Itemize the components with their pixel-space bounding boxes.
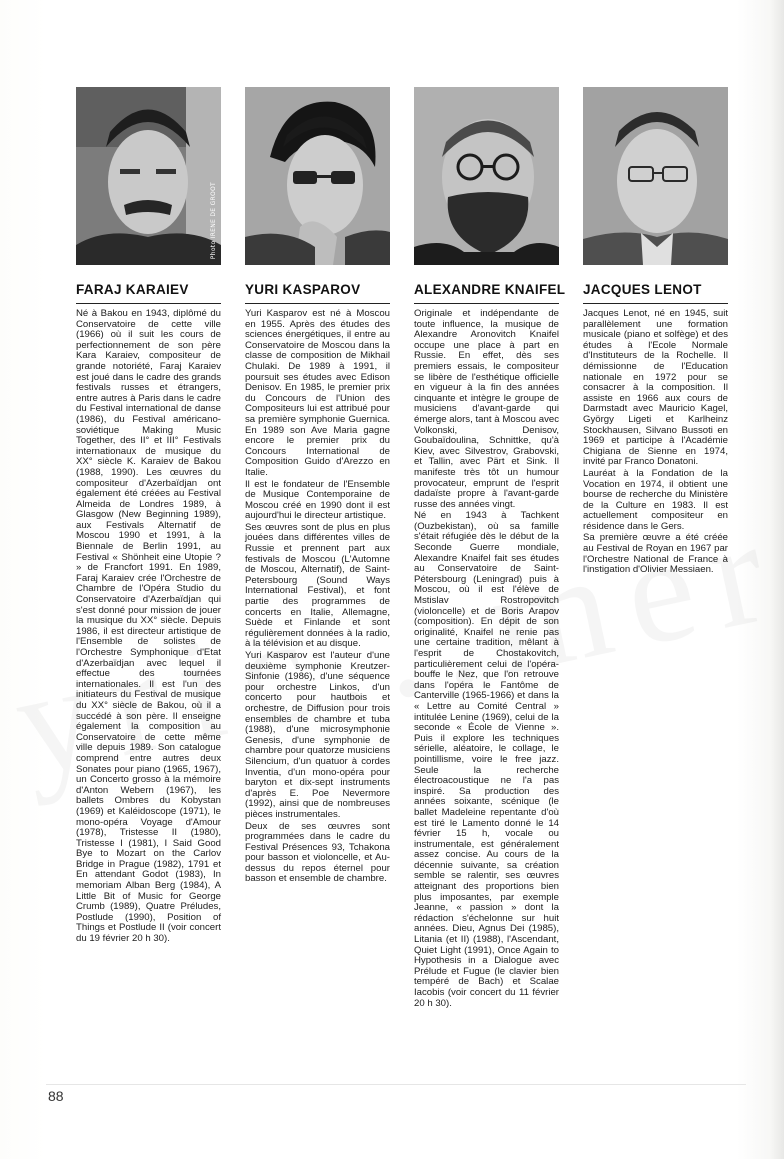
bio-paragraph: Jacques Lenot, né en 1945, suit parallèlement une formation musicale (piano et solfège) et des études à l'Ecole Normale d'Instituteurs de la Rochelle. Il démissionne de l'Education nationale en 1972 pour se consacrer à la composition. Il assiste en 1966 aux cours de Darmstadt avec Mauricio Kagel, György Ligeti et Karlheinz Stockhausen, Silvano Bussoti en 1969 et participe à l'Académie Chigiana de Sienne en 1974, invité par Franco Donatoni. (583, 308, 728, 468)
heading-rule (245, 303, 390, 304)
portrait-lenot (583, 87, 728, 265)
composer-column-kasparov (245, 87, 390, 885)
bio-paragraph: Ses œuvres sont de plus en plus jouées dans différentes villes de Russie et prennent part aux festivals de Moscou (L'Automne de Moscou, Alternatif), de Saint-Petersbourg (Sound Ways International Festival), et font partie des programmes de concerts en Italie, Allemagne, Suède et Finlande et sont régulièrement données à la radio, à la télévision et au disque. (245, 521, 390, 650)
composer-photo-knaifel (414, 87, 559, 265)
portrait-karaiev (76, 87, 221, 265)
bio-paragraph: Lauréat à la Fondation de la Vocation en 1974, il obtient une bourse de recherche du Ministère de la Culture en 1983. Il est actuellement compositeur en résidence dans le Gers. (583, 467, 728, 532)
bio-paragraph: Né en 1943 à Tachkent (Ouzbekistan), où sa famille s'était réfugiée dès le début de la Seconde Guerre mondiale, Alexandre Knaifel fait ses études au Conservatoire de Saint-Pétersbourg (Leningrad) puis à Moscou, où il est l'élève de Mstislav Rostropovitch (violoncelle) et de Boris Arapov (composition). En dépit de son originalité, Knaifel ne renie pas une certaine tradition, mêlant à l'esprit de Chostakovitch, particulièrement celui de l'opéra-bouffe le Nez, que l'on retrouve dans l'opéra le Fantôme de Canterville (1965-1966) et dans la « Lettre au Comité Central » intitulée Lenine (1969), celui de la seconde « École de Vienne ». Puis il explore les techniques sérielle, aléatoire, le collage, le pointillisme, voire le free jazz. Seule la recherche électroacoustique ne l'a pas inspiré. Sa production des années soixante, scénique (le ballet Madeleine repentante d'où est tiré le Lamento donné le 14 février 15 h, vocale ou instrumentale, est généralement assez concise. Au cours de la décennie suivante, sa création semble se ralentir, ses œuvres atteignant des proportions bien plus imposantes, par exemple Jeanne, « passion » dont la rédaction s'échelonne sur huit années. Dieu, Agnus Dei (1985), Litania (et II) (1988), l'Ascendant, Quiet Light (1991), Once Again to Hypothesis in a Dialogue avec Prélude et Fugue (le clavier bien tempéré de Bach) et Scalae Iacobis (voir concert du 11 février 20 h 30). (414, 510, 559, 1009)
bio-paragraph: Yuri Kasparov est né à Moscou en 1955. Après des études des sciences énergétiques, il entre au Conservatoire de Moscou dans la classe de composition de Mikhail Chulaki. De 1989 à 1991, il poursuit ses études avec Edison Denisov. En 1985, le premier prix du Concours de l'Union des Compositeurs lui est attribué pour sa première symphonie Guernica. En 1989 son Ave Maria gagne encore le premier prix du Concours International de Composition Guido d'Arezzo en Italie. (245, 308, 390, 478)
composer-biography (76, 309, 221, 945)
heading-rule (583, 303, 728, 304)
composer-photo-kasparov (245, 87, 390, 265)
portrait-kasparov (245, 87, 390, 265)
bio-paragraph: Né à Bakou en 1943, diplômé du Conservatoire de cette ville (1966) où il suit les cours de perfectionnement de son père Kara Karaiev, compositeur de grande notoriété, Faraj Karaiev est joué dans le cadre des grands festivals russes et étrangers, entre autres à Paris dans le cadre du Festival international de danse (1986), du Festival américano-soviétique Making Music Together, des II° et III° Festivals internationaux de musique du XX° siècle K. Karaiev de Bakou (1988, 1990). Les œuvres du compositeur d'Azerbaïdjan ont également été créées au Festival Almeida de Londres 1989, à Glasgow (New Beginning 1989), aux Festivals Alternatif de Moscou 1990 et 1991, à la Biennale de Berlin 1991, au Festival « Shönheit eine Utopie ? » de Francfort 1991. En 1989, Faraj Karaiev crée l'Orchestre de Chambre de l'Opéra Studio du Conservatoire d'Azerbaïdjan qui s'est donné pour mission de jouer la musique du XX° siècle. Depuis 1986, il est directeur artistique de l'Ensemble de solistes de l'Orchestre Symphonique d'Etat d'Azerbaïdjan avec lequel il effectue des tournées internationales. Il est l'un des initiateurs du Festival de musique du XX° siècle de Bakou, où il a succédé à son père. Il enseigne également la composition au Conservatoire de cette même ville depuis 1989. Son catalogue comprend entre autres deux Sonates pour piano (1965, 1967), un Concerto grosso à la mémoire d'Anton Webern (1967), les ballets Ombres du Kobystan (1969) et Kaléidoscope (1971), le mono-opéra Voyage d'Amour (1978), Tristesse II (1980), Tristesse I (1981), I Said Good Bye to Mozart on the Carlov Bridge in Prague (1982), 1791 et En attendant Godot (1983), In memoriam Alban Berg (1984), A Little Bit of Music for George Crumb (1989), Quatre Préludes, Postlude (1990), Position of Things et Postlude II (voir concert du 19 février 20 h 30). (76, 308, 221, 945)
heading-rule (414, 303, 559, 304)
bio-paragraph: Yuri Kasparov est l'auteur d'une deuxième symphonie Kreutzer-Sinfonie (1986), d'une séquence pour orchestre Linkos, d'un concerto pour hautbois et orchestre, de Diffusion pour trois ensembles de chambre et tuba (1988), d'une microsymphonie Genesis, d'une symphonie de chambre pour quatorze musiciens Silencium, d'un quatuor à cordes Inventia, d'un mono-opéra pour baryton et dix-sept instruments d'après E. Poe Nevermore (1992), ainsi que de nombreuses pièces instrumentales. (245, 650, 390, 820)
composer-biography (245, 309, 390, 885)
bio-paragraph: Deux de ses œuvres sont programmées dans le cadre du Festival Présences 93, Tchakona pour basson et violoncelle, et Au-dessus du repos éternel pour basson et ensemble de chambre. (245, 820, 390, 885)
composer-photo-lenot (583, 87, 728, 265)
heading-rule (76, 303, 221, 304)
composer-name: ALEXANDRE KNAIFEL (414, 282, 566, 297)
composer-name: JACQUES LENOT (583, 282, 702, 297)
composer-column-lenot (583, 87, 728, 576)
composer-biography (414, 309, 559, 1009)
footer-divider (46, 1084, 746, 1085)
portrait-knaifel (414, 87, 559, 265)
page-edge-shadow (770, 0, 784, 1159)
composer-name: FARAJ KARAIEV (76, 282, 189, 297)
page-number: 88 (48, 1088, 64, 1104)
composer-biography (583, 309, 728, 576)
bio-paragraph: Il est le fondateur de l'Ensemble de Musique Contemporaine de Moscou créé en 1990 dont il est aujourd'hui le directeur artistique. (245, 478, 390, 522)
composer-photo-karaiev (76, 87, 221, 265)
composer-column-karaiev (76, 87, 221, 945)
bio-paragraph: Sa première œuvre a été créée au Festival de Royan en 1967 par l'Orchestre National de France à l'instigation d'Olivier Messiaen. (583, 532, 728, 576)
composer-name: YURI KASPAROV (245, 282, 361, 297)
photo-credit: Photo IRENE DE GROOT (210, 181, 217, 259)
bio-paragraph: Originale et indépendante de toute influence, la musique de Alexandre Aronovitch Knaifel occupe une place à part en Russie. En effet, dès ses premiers essais, le compositeur se libère de l'esthétique officielle en vigueur à la fin des années cinquante et intègre le groupe de musiciens d'avant-garde qui émerge alors, tant à Moscou avec Volkonski, Denisov, Goubaïdoulina, Schnittke, qu'à Kiev, avec Silvestrov, Grabovski, et Tallin, avec Pärt et Sink. Il manifeste très tôt un humour provocateur, emprunt de l'esprit dadaïste propre à l'avant-garde russe des années vingt. (414, 308, 559, 510)
composer-column-knaifel (414, 87, 566, 1009)
